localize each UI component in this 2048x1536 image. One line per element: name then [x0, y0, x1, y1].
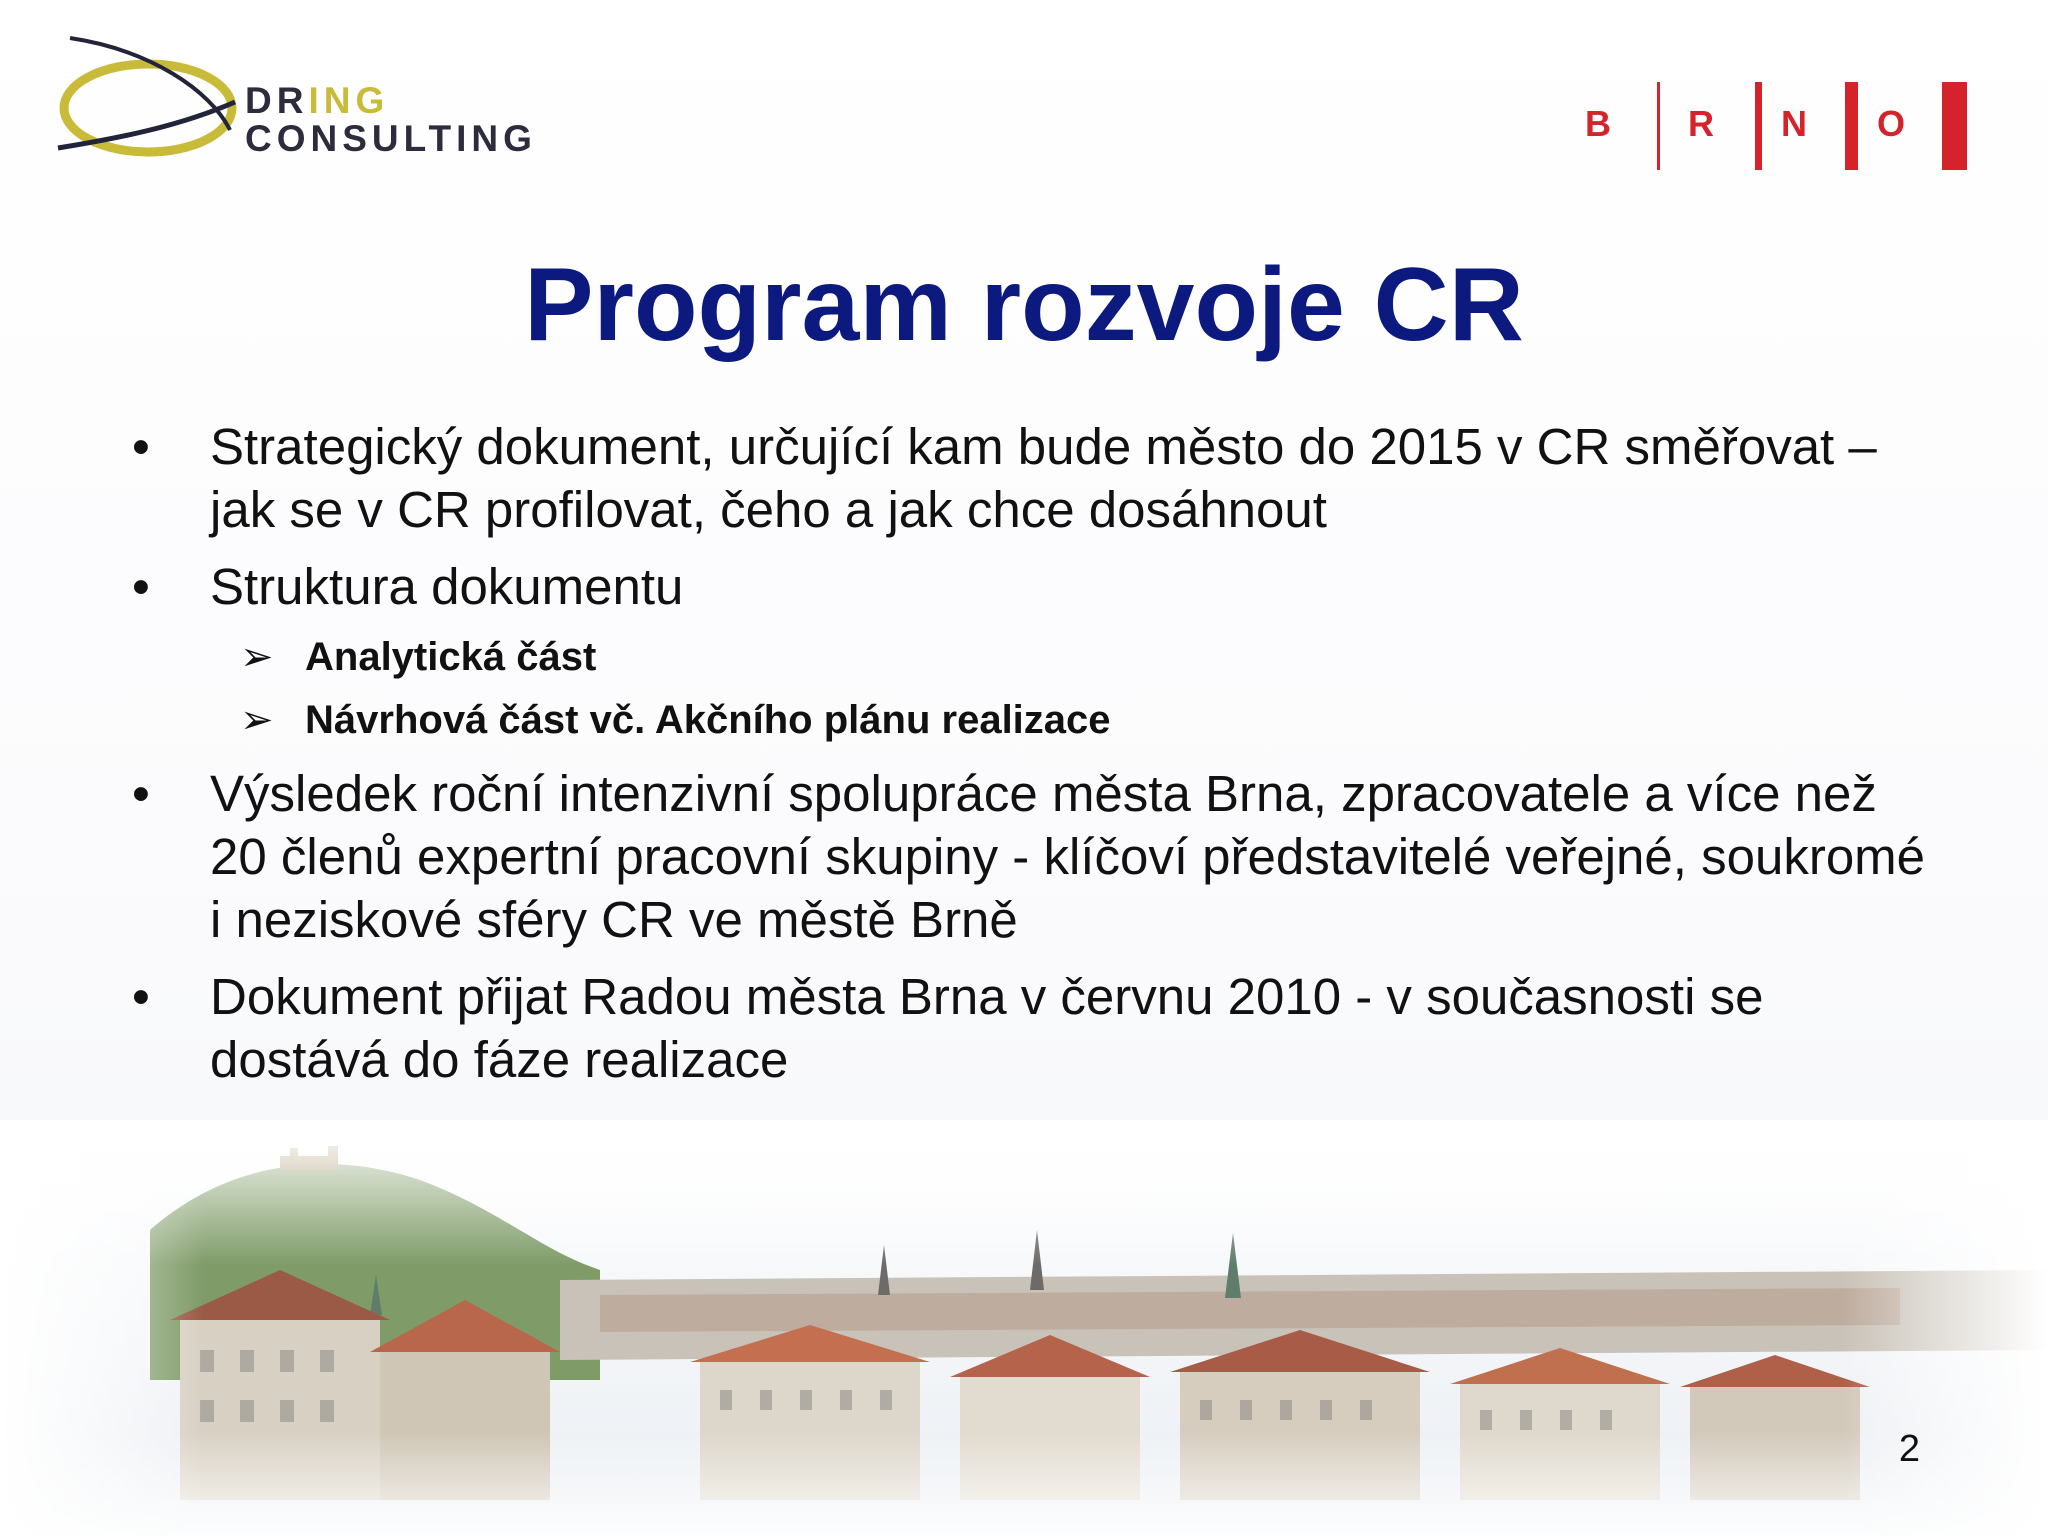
- arrow-bullet-icon: ➢: [240, 635, 274, 679]
- sub-bullet-list: [120, 626, 1940, 752]
- bullet-text: Strategický dokument, určující kam bude město do 2015 v CR směřovat – jak se v CR profilovat, čeho a jak chce dosáhnout: [210, 418, 1877, 538]
- bullet-item: [120, 965, 1940, 1091]
- bullet-item: [120, 762, 1940, 951]
- page-number: 2: [1898, 1428, 1920, 1470]
- brno-logo: [1585, 82, 1975, 178]
- brno-divider: [1845, 82, 1858, 170]
- bullet-item: [120, 415, 1940, 541]
- bullet-marker: •: [132, 558, 150, 615]
- bullet-item: [120, 555, 1940, 618]
- bullet-marker: •: [132, 765, 150, 822]
- consulting-word: CONSULTING: [245, 118, 537, 159]
- bullet-text: Výsledek roční intenzivní spolupráce města Brna, zpracovatele a více než 20 členů expertní pracovní skupiny - klíčoví představitelé veřejné, soukromé i neziskové sféry CR ve městě Brně: [210, 765, 1926, 948]
- brno-divider: [1657, 82, 1660, 170]
- bullet-marker: •: [132, 968, 150, 1025]
- sub-bullet-item: [120, 689, 1940, 752]
- brno-divider: [1942, 82, 1967, 170]
- sub-bullet-text: Analytická část: [305, 635, 597, 679]
- brno-divider: [1755, 82, 1762, 170]
- brno-letter-b: B: [1585, 103, 1611, 144]
- arrow-bullet-icon: ➢: [240, 698, 274, 742]
- brno-letter-r: R: [1688, 103, 1714, 144]
- slide-title: Program rozvoje CR: [524, 247, 1524, 363]
- bullet-list: [120, 415, 1940, 1105]
- bullet-text: Struktura dokumentu: [210, 558, 684, 615]
- sub-bullet-item: [120, 626, 1940, 689]
- sub-bullet-text: Návrhová část vč. Akčního plánu realizace: [305, 698, 1111, 742]
- dring-consulting-logo: [30, 30, 590, 160]
- bullet-marker: •: [132, 418, 150, 475]
- bullet-text: Dokument přijat Radou města Brna v červnu 2010 - v současnosti se dostává do fáze realizace: [210, 968, 1764, 1088]
- city-panorama-image: [0, 1120, 2048, 1536]
- brno-letter-n: N: [1781, 103, 1807, 144]
- dring-word: DRING: [245, 80, 390, 121]
- brno-letter-o: O: [1877, 103, 1906, 144]
